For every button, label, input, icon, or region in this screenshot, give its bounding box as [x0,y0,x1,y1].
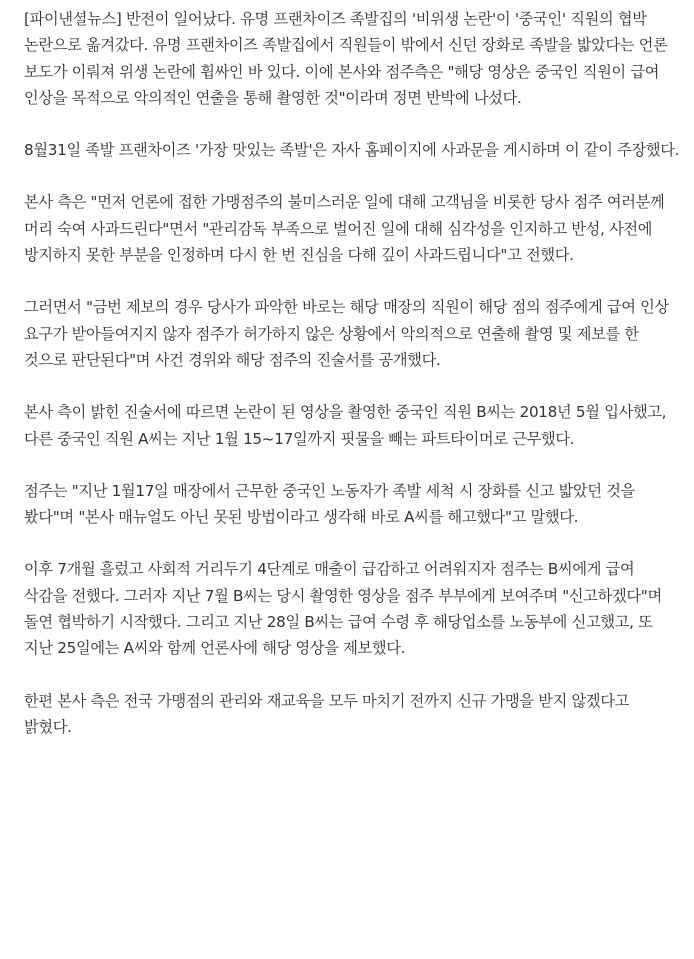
paragraph-7: 이후 7개월 흘렀고 사회적 거리두기 4단계로 매출이 급감하고 어려워지자 점주는 B씨에게 급여 삭감을 전했다. 그러자 지난 7월 B씨는 당시 촬영한 영상을 점주 부부에게 보여주며 "신고하겠다"며 돌연 협박하기 시작했다. 그리고 지난 28일 B씨는 급여 수령 후 해당업소를 노동부에 신고했고, 또 지난 25일에는 A씨와 함께 언론사에 해당 영상을 제보했다. [24,560,662,658]
paragraph-4: 그러면서 "금번 제보의 경우 당사가 파악한 바로는 해당 매장의 직원이 해당 점의 점주에게 급여 인상 요구가 받아들여지지 않자 점주가 허가하지 않은 상황에서 악의적으로 연출해 촬영 및 제보를 한 것으로 판단된다"며 사건 경위와 해당 점주의 진술서를 공개했다. [24,298,669,369]
paragraph-6: 점주는 "지난 1월17일 매장에서 근무한 중국인 노동자가 족발 세척 시 장화를 신고 밟았던 것을 봤다"며 "본사 매뉴얼도 아닌 못된 방법이라고 생각해 바로 A씨를 해고했다"고 말했다. [24,481,635,527]
paragraph-8: 한편 본사 측은 전국 가맹점의 관리와 재교육을 모두 마치기 전까지 신규 가맹을 받지 않겠다고 밝혔다. [24,691,629,736]
paragraph-2: 8월31일 족발 프랜차이즈 '가장 맛있는 족발'은 자사 홈페이지에 사과문을 게시하며 이 같이 주장했다. [24,141,680,160]
paragraph-1: [파이낸셜뉴스] 반전이 일어났다. 유명 프랜차이즈 족발집의 '비위생 논란'이 '중국인' 직원의 협박 논란으로 옮겨갔다. 유명 프랜차이즈 족발집에서 직원들이 밖에서 신던 장화로 족발을 밟았다는 언론 보도가 이뤄져 위생 논란에 휩싸인 바 있다. 이에 본사와 점주측은 "해당 영상은 중국인 직원이 급여 인상을 목적으로 악의적인 연출을 통해 촬영한 것"이라며 정면 반박에 나섰다. [24,10,668,107]
paragraph-3: 본사 측은 "먼저 언론에 접한 가맹점주의 불미스러운 일에 대해 고객님을 비롯한 당사 점주 여러분께 머리 숙여 사과드린다"면서 "관리감독 부족으로 벌어진 일에 대해 심각성을 인지하고 반성, 사전에 방지하지 못한 부분을 인정하며 다시 한 번 진심을 다해 깊이 사과드립니다"고 전했다. [24,193,665,265]
paragraph-5: 본사 측이 밝힌 진술서에 따르면 논란이 된 영상을 촬영한 중국인 직원 B씨는 2018년 5월 입사했고, 다른 중국인 직원 A씨는 지난 1월 15~17일까지 핏물을 빼는 파트타이머로 근무했다. [24,403,667,448]
